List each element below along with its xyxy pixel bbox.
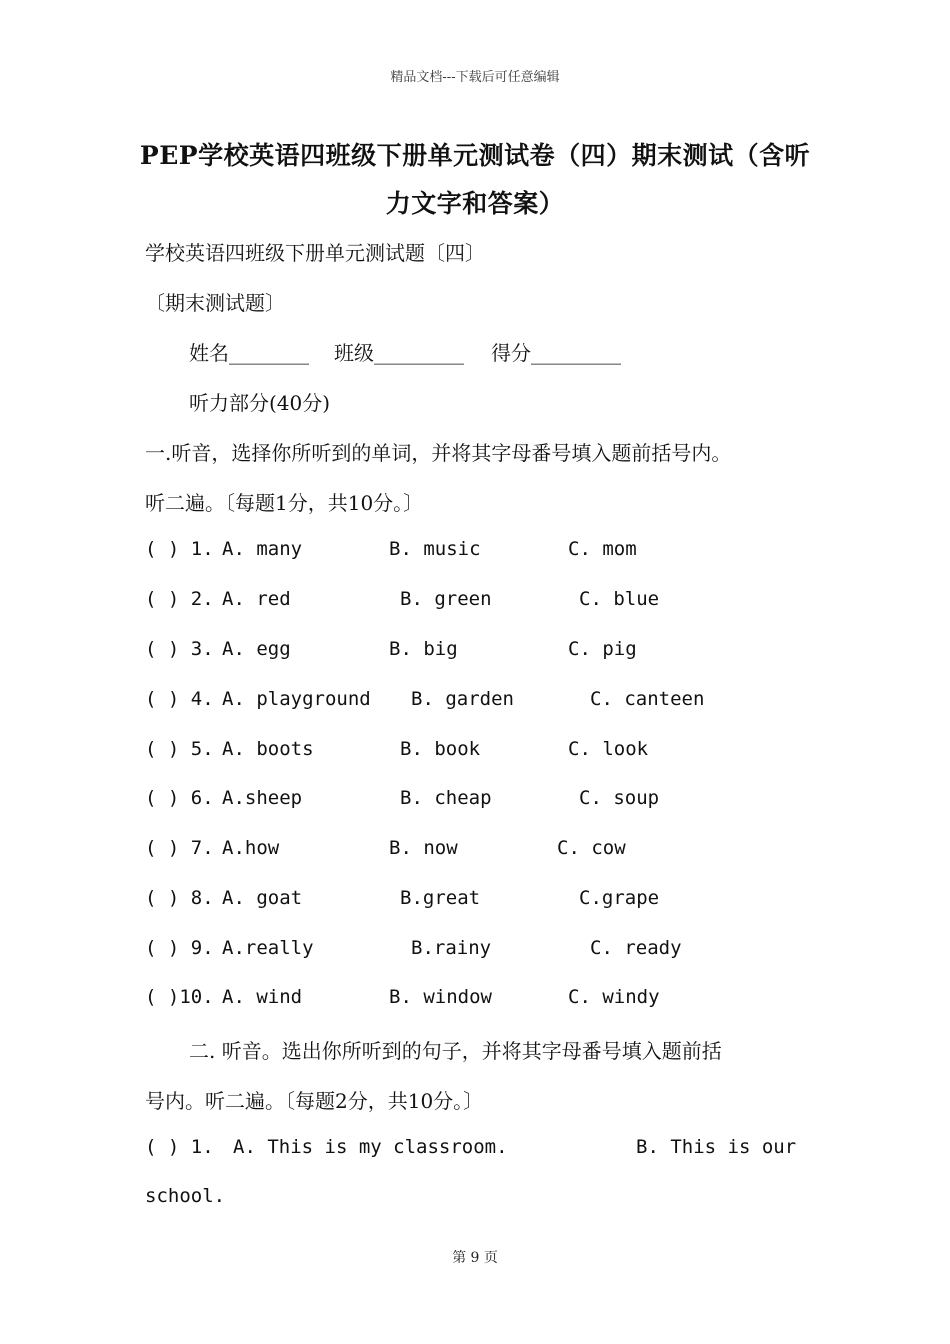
option-b: B. music	[389, 538, 481, 560]
part1-instruction-cont: 听二遍。〔每题1分，共10分。〕	[145, 491, 424, 515]
option-c: C. look	[568, 738, 649, 760]
subtitle-exam: 〔期末测试题〕	[145, 291, 285, 315]
score-field: 得分_________	[491, 341, 621, 365]
option-a: A. goat	[222, 887, 303, 909]
question-number: ( )10.	[145, 986, 214, 1008]
question-number: ( ) 9.	[145, 937, 214, 959]
option-a: A.really	[222, 937, 314, 959]
option-c: C. canteen	[590, 688, 705, 710]
option-a: A. boots	[222, 738, 314, 760]
question-number: ( ) 7.	[145, 837, 214, 859]
option-b: B. green	[400, 588, 492, 610]
option-a: A. many	[222, 538, 303, 560]
part1-instruction: 一.听音，选择你所听到的单词，并将其字母番号填入题前括号内。	[145, 441, 732, 465]
class-field: 班级_________	[334, 341, 464, 365]
question-number: ( ) 6.	[145, 787, 214, 809]
option-b: B. This is our	[636, 1136, 797, 1158]
option-c: C. ready	[590, 937, 682, 959]
option-a: A. playground	[222, 688, 371, 710]
option-a: A.how	[222, 837, 280, 859]
option-a: A. This is my classroom.	[233, 1136, 508, 1158]
document-title-line1: PEP学校英语四班级下册单元测试卷（四）期末测试（含听	[139, 141, 811, 170]
page-header: 精品文档---下载后可任意编辑	[390, 70, 560, 85]
option-c: C. windy	[568, 986, 660, 1008]
option-b-continued: school.	[145, 1185, 226, 1207]
option-c: C.grape	[579, 887, 660, 909]
option-a: A.sheep	[222, 787, 303, 809]
question-number: ( ) 1.	[145, 538, 214, 560]
subtitle: 学校英语四班级下册单元测试题〔四〕	[145, 241, 485, 265]
question-number: ( ) 5.	[145, 738, 214, 760]
part2-instruction: 二. 听音。选出你所听到的句子，并将其字母番号填入题前括	[189, 1039, 722, 1063]
listening-heading: 听力部分(40分)	[189, 391, 331, 415]
option-c: C. soup	[579, 787, 660, 809]
option-a: A. wind	[222, 986, 303, 1008]
question-number: ( ) 3.	[145, 638, 214, 660]
option-c: C. pig	[568, 638, 637, 660]
part2-instruction-cont: 号内。听二遍。〔每题2分，共10分。〕	[145, 1089, 484, 1113]
option-c: C. cow	[557, 837, 626, 859]
question-number: ( ) 8.	[145, 887, 214, 909]
option-b: B. now	[389, 837, 458, 859]
option-b: B. cheap	[400, 787, 492, 809]
document-title-line2: 力文字和答案）	[385, 189, 565, 218]
option-b: B. window	[389, 986, 492, 1008]
question-number: ( ) 2.	[145, 588, 214, 610]
name-field: 姓名________	[189, 341, 309, 365]
option-a: A. egg	[222, 638, 291, 660]
question-number: ( ) 4.	[145, 688, 214, 710]
option-b: B. book	[400, 738, 481, 760]
option-c: C. mom	[568, 538, 637, 560]
question-number: ( ) 1.	[145, 1136, 214, 1158]
option-b: B.great	[400, 887, 481, 909]
page-number: 第 9 页	[452, 1250, 498, 1266]
option-a: A. red	[222, 588, 291, 610]
option-c: C. blue	[579, 588, 660, 610]
option-b: B. garden	[411, 688, 514, 710]
option-b: B.rainy	[411, 937, 492, 959]
option-b: B. big	[389, 638, 458, 660]
